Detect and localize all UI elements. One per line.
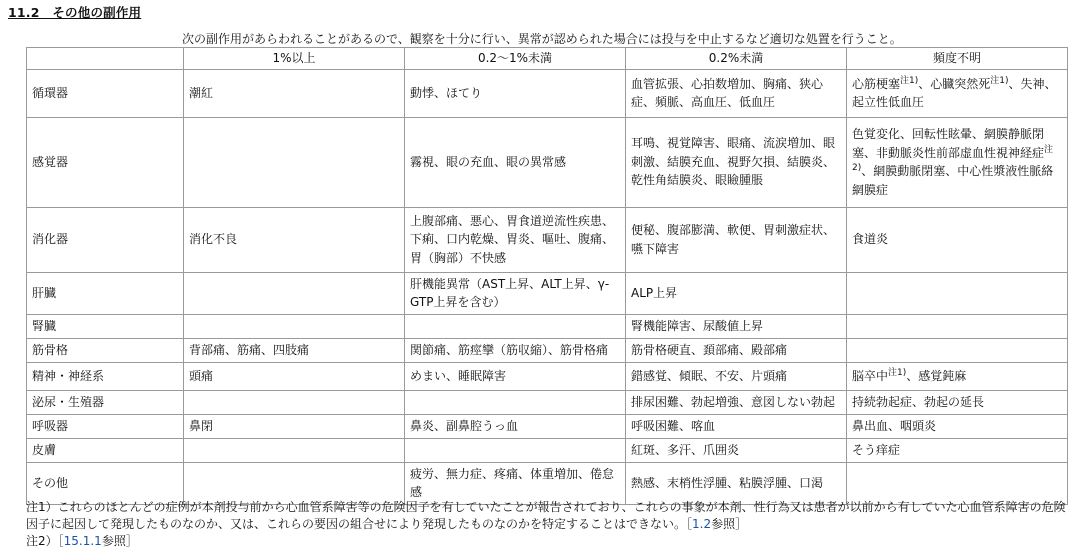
cell-c1: 潮紅 [184, 69, 405, 117]
row-category: 皮膚 [27, 438, 184, 462]
cell-c3: 紅斑、多汗、爪囲炎 [626, 438, 847, 462]
row-category: 腎臓 [27, 314, 184, 338]
footnote-1-tail: 参照］ [711, 517, 748, 531]
cell-c2: 霧視、眼の充血、眼の異常感 [405, 117, 626, 207]
cell-c4 [847, 69, 1068, 117]
cell-c3: ALP上昇 [626, 272, 847, 314]
footnote-2-text: 注2）［ [26, 534, 64, 548]
header-category [27, 48, 184, 70]
table-row [27, 362, 1068, 390]
footnote-marker: 注1) [990, 75, 1009, 86]
row-category: 肝臓 [27, 272, 184, 314]
cell-c3: 排尿困難、勃起増強、意図しない勃起 [626, 390, 847, 414]
cell-text: 色覚変化、回転性眩暈、網膜静脈閉塞、非動脈炎性前部虚血性視神経症 [852, 127, 1045, 160]
table-row [27, 390, 1068, 414]
cell-text: 食道炎 [852, 232, 889, 247]
cell-c1 [184, 390, 405, 414]
cell-c1: 背部痛、筋痛、四肢痛 [184, 338, 405, 362]
header-frequency-unknown: 頻度不明 [847, 48, 1068, 70]
cell-c3: 腎機能障害、尿酸値上昇 [626, 314, 847, 338]
footnote-marker: 注1) [900, 75, 919, 86]
cell-c4 [847, 338, 1068, 362]
footnote-2 [26, 533, 1067, 550]
cell-c1 [184, 438, 405, 462]
cell-c3: 耳鳴、視覚障害、眼痛、流涙増加、眼刺激、結膜充血、視野欠損、結膜炎、乾性角結膜炎、眼瞼腫脹 [626, 117, 847, 207]
footnote-marker: 注2) [852, 144, 1054, 173]
cell-c3: 筋骨格硬直、頚部痛、殿部痛 [626, 338, 847, 362]
cell-c4 [847, 414, 1068, 438]
row-category: 精神・神経系 [27, 362, 184, 390]
side-effects-table [26, 47, 1068, 505]
cell-text: 、網膜動脈閉塞、中心性漿液性脈絡網膜症 [852, 164, 1054, 197]
table-row [27, 438, 1068, 462]
cell-c2: 上腹部痛、悪心、胃食道逆流性疾患、下痢、口内乾燥、胃炎、嘔吐、腹痛、胃（胸部）不快感 [405, 207, 626, 272]
cell-text: 、失神、起立性低血圧 [852, 76, 1057, 109]
cell-c3: 熱感、末梢性浮腫、粘膜浮腫、口渇 [626, 462, 847, 504]
cell-c2: めまい、睡眠障害 [405, 362, 626, 390]
table-row [27, 314, 1068, 338]
table-row [27, 272, 1068, 314]
cell-c1 [184, 272, 405, 314]
cell-c4 [847, 314, 1068, 338]
ref-link-15-1-1[interactable]: 15.1.1 [63, 534, 102, 548]
cell-c3: 便秘、腹部膨満、軟便、胃刺激症状、嚥下障害 [626, 207, 847, 272]
header-1pct-or-more: 1%以上 [184, 48, 405, 70]
cell-text: 鼻出血、咽頭炎 [852, 418, 937, 433]
row-category: 泌尿・生殖器 [27, 390, 184, 414]
cell-c3: 錯感覚、傾眠、不安、片頭痛 [626, 362, 847, 390]
footnotes [26, 499, 1067, 550]
cell-c2: 鼻炎、副鼻腔うっ血 [405, 414, 626, 438]
row-category: 感覚器 [27, 117, 184, 207]
cell-c4 [847, 462, 1068, 504]
row-category: その他 [27, 462, 184, 504]
row-category: 筋骨格 [27, 338, 184, 362]
cell-c2: 肝機能異常（AST上昇、ALT上昇、γ-GTP上昇を含む） [405, 272, 626, 314]
cell-c3: 呼吸困難、喀血 [626, 414, 847, 438]
cell-c2 [405, 390, 626, 414]
footnote-1-text: 注1）これらのほとんどの症例が本剤投与前から心血管系障害等の危険因子を有していたことが報告されており、これらの事象が本剤、性行為又は患者が以前から有していた心血管系障害の危険因子に起因して発現したものなのか、又は、これらの要因の組合せにより発現したものなのかを特定することはできない。［ [26, 500, 1066, 531]
table-row [27, 207, 1068, 272]
table-header-row [27, 48, 1068, 70]
cell-c1 [184, 117, 405, 207]
cell-c2: 関節痛、筋痙攣（筋収縮）、筋骨格痛 [405, 338, 626, 362]
cell-c3: 血管拡張、心拍数増加、胸痛、狭心症、頻脈、高血圧、低血圧 [626, 69, 847, 117]
cell-text: 、感覚鈍麻 [906, 368, 967, 383]
cell-c1: 鼻閉 [184, 414, 405, 438]
cell-text: そう痒症 [852, 442, 901, 457]
cell-c2 [405, 438, 626, 462]
cell-c1 [184, 462, 405, 504]
ref-link-1-2[interactable]: 1.2 [692, 517, 712, 531]
footnote-1 [26, 499, 1067, 533]
footnote-marker: 注1) [888, 367, 907, 378]
cell-c4 [847, 207, 1068, 272]
cell-c2: 動悸、ほてり [405, 69, 626, 117]
cell-c4 [847, 272, 1068, 314]
cell-text: 脳卒中 [852, 368, 889, 383]
row-category: 消化器 [27, 207, 184, 272]
table-row [27, 462, 1068, 504]
cell-c1: 頭痛 [184, 362, 405, 390]
cell-text: 持続勃起症、勃起の延長 [852, 394, 985, 409]
table-row [27, 117, 1068, 207]
cell-c2 [405, 314, 626, 338]
cell-c1: 消化不良 [184, 207, 405, 272]
table-row [27, 338, 1068, 362]
cell-c1 [184, 314, 405, 338]
cell-c4 [847, 362, 1068, 390]
cell-text: 心筋梗塞 [852, 76, 901, 91]
row-category: 循環器 [27, 69, 184, 117]
cell-text: 、心臓突然死 [918, 76, 991, 91]
header-under-0-2pct: 0.2%未満 [626, 48, 847, 70]
footnote-2-tail: 参照］ [101, 534, 138, 548]
cell-c4 [847, 390, 1068, 414]
table-row [27, 69, 1068, 117]
row-category: 呼吸器 [27, 414, 184, 438]
intro-text: 次の副作用があらわれることがあるので、観察を十分に行い、異常が認められた場合には投与を中止するなど適切な処置を行うこと。 [182, 32, 902, 46]
table-row [27, 414, 1068, 438]
header-0-2-to-1pct: 0.2〜1%未満 [405, 48, 626, 70]
cell-c4 [847, 438, 1068, 462]
cell-c2: 疲労、無力症、疼痛、体重増加、倦怠感 [405, 462, 626, 504]
cell-c4 [847, 117, 1068, 207]
section-heading: 11.2 その他の副作用 [8, 5, 142, 20]
